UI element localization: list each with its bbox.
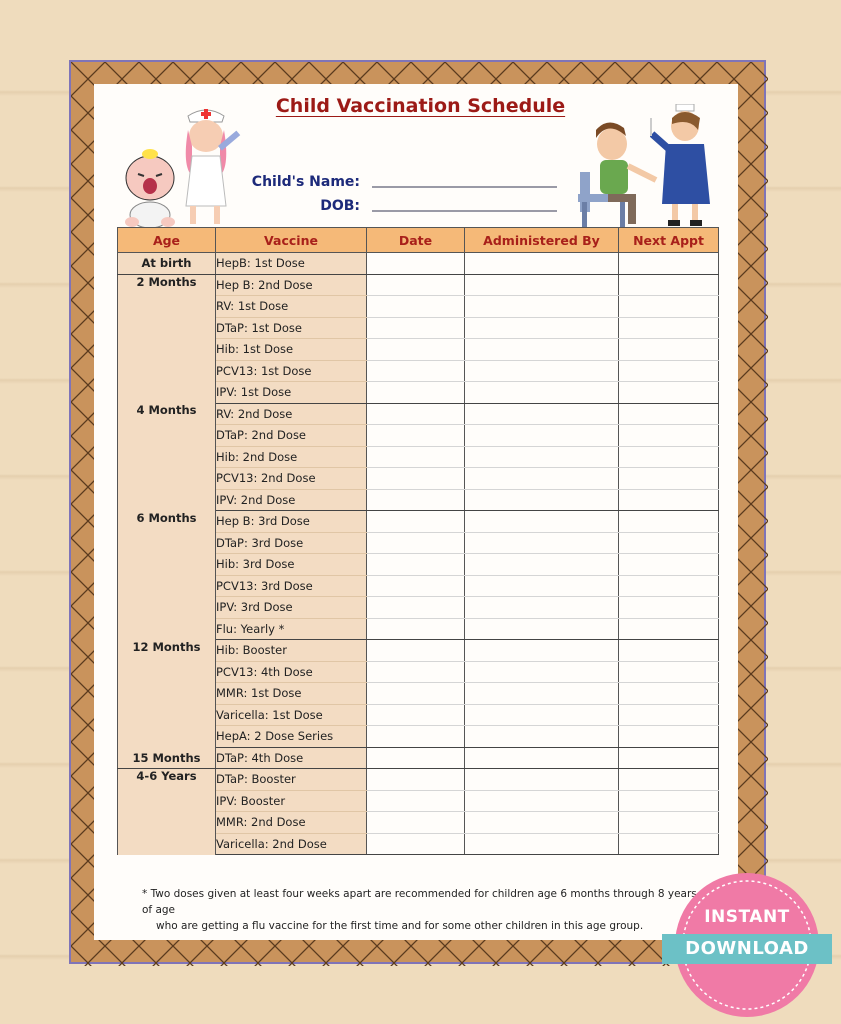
next-appt-cell[interactable] (619, 747, 719, 769)
next-appt-cell[interactable] (619, 790, 719, 812)
vaccine-cell: RV: 1st Dose (216, 296, 367, 318)
next-appt-cell[interactable] (619, 812, 719, 834)
next-appt-cell[interactable] (619, 597, 719, 619)
date-cell[interactable] (367, 253, 465, 275)
next-appt-cell[interactable] (619, 382, 719, 404)
table-row (118, 403, 719, 425)
header-age: Age (118, 228, 216, 253)
header-administered-by: Administered By (465, 228, 619, 253)
date-cell[interactable] (367, 640, 465, 662)
administered-by-cell[interactable] (465, 790, 619, 812)
vaccine-cell: Hib: 3rd Dose (216, 554, 367, 576)
vaccine-cell: Hep B: 2nd Dose (216, 274, 367, 296)
next-appt-cell[interactable] (619, 425, 719, 447)
date-cell[interactable] (367, 382, 465, 404)
administered-by-cell[interactable] (465, 274, 619, 296)
date-cell[interactable] (367, 575, 465, 597)
date-cell[interactable] (367, 446, 465, 468)
next-appt-cell[interactable] (619, 511, 719, 533)
date-cell[interactable] (367, 683, 465, 705)
vaccine-cell: Flu: Yearly * (216, 618, 367, 640)
vaccine-cell: IPV: 3rd Dose (216, 597, 367, 619)
administered-by-cell[interactable] (465, 554, 619, 576)
vaccine-cell: Varicella: 2nd Dose (216, 833, 367, 855)
vaccine-cell: IPV: 2nd Dose (216, 489, 367, 511)
age-cell: 2 Months (118, 274, 216, 403)
administered-by-cell[interactable] (465, 403, 619, 425)
date-cell[interactable] (367, 618, 465, 640)
administered-by-cell[interactable] (465, 640, 619, 662)
next-appt-cell[interactable] (619, 640, 719, 662)
header-date: Date (367, 228, 465, 253)
date-cell[interactable] (367, 597, 465, 619)
vaccination-table (117, 227, 719, 855)
administered-by-cell[interactable] (465, 575, 619, 597)
date-cell[interactable] (367, 403, 465, 425)
date-cell[interactable] (367, 769, 465, 791)
header-next-appt: Next Appt (619, 228, 719, 253)
next-appt-cell[interactable] (619, 339, 719, 361)
childs-name-label: Child's Name: (251, 174, 360, 190)
table-row (118, 769, 719, 791)
administered-by-cell[interactable] (465, 661, 619, 683)
date-cell[interactable] (367, 790, 465, 812)
next-appt-cell[interactable] (619, 833, 719, 855)
administered-by-cell[interactable] (465, 683, 619, 705)
table-body (118, 253, 719, 855)
next-appt-cell[interactable] (619, 661, 719, 683)
date-cell[interactable] (367, 511, 465, 533)
vaccine-cell: DTaP: 1st Dose (216, 317, 367, 339)
date-cell[interactable] (367, 554, 465, 576)
administered-by-cell[interactable] (465, 253, 619, 275)
age-cell: At birth (118, 253, 216, 275)
badge-instant-text: INSTANT (704, 907, 790, 927)
vaccine-cell: IPV: Booster (216, 790, 367, 812)
date-cell[interactable] (367, 339, 465, 361)
vaccine-cell: MMR: 1st Dose (216, 683, 367, 705)
age-cell: 4 Months (118, 403, 216, 511)
vaccine-cell: MMR: 2nd Dose (216, 812, 367, 834)
next-appt-cell[interactable] (619, 446, 719, 468)
next-appt-cell[interactable] (619, 554, 719, 576)
dob-label: DOB: (320, 198, 360, 214)
administered-by-cell[interactable] (465, 726, 619, 748)
date-cell[interactable] (367, 317, 465, 339)
administered-by-cell[interactable] (465, 833, 619, 855)
vaccine-cell: IPV: 1st Dose (216, 382, 367, 404)
header-vaccine: Vaccine (216, 228, 367, 253)
vaccine-cell: DTaP: 4th Dose (216, 747, 367, 769)
vaccine-cell: DTaP: 3rd Dose (216, 532, 367, 554)
next-appt-cell[interactable] (619, 317, 719, 339)
administered-by-cell[interactable] (465, 382, 619, 404)
administered-by-cell[interactable] (465, 532, 619, 554)
vaccine-cell: Varicella: 1st Dose (216, 704, 367, 726)
administered-by-cell[interactable] (465, 468, 619, 490)
age-cell: 6 Months (118, 511, 216, 640)
vaccine-cell: HepA: 2 Dose Series (216, 726, 367, 748)
badge-download-ribbon[interactable]: DOWNLOAD (662, 934, 832, 964)
vaccine-cell: PCV13: 3rd Dose (216, 575, 367, 597)
vaccine-cell: PCV13: 1st Dose (216, 360, 367, 382)
date-cell[interactable] (367, 812, 465, 834)
next-appt-cell[interactable] (619, 253, 719, 275)
date-cell[interactable] (367, 489, 465, 511)
table-row (118, 747, 719, 769)
vaccine-cell: Hep B: 3rd Dose (216, 511, 367, 533)
administered-by-cell[interactable] (465, 425, 619, 447)
flu-footnote (142, 886, 702, 934)
next-appt-cell[interactable] (619, 468, 719, 490)
next-appt-cell[interactable] (619, 296, 719, 318)
administered-by-cell[interactable] (465, 618, 619, 640)
table-row (118, 511, 719, 533)
date-cell[interactable] (367, 425, 465, 447)
date-cell[interactable] (367, 747, 465, 769)
next-appt-cell[interactable] (619, 360, 719, 382)
table-header-row (118, 228, 719, 253)
administered-by-cell[interactable] (465, 489, 619, 511)
administered-by-cell[interactable] (465, 317, 619, 339)
next-appt-cell[interactable] (619, 769, 719, 791)
age-cell: 12 Months (118, 640, 216, 748)
date-cell[interactable] (367, 704, 465, 726)
administered-by-cell[interactable] (465, 360, 619, 382)
nurse-with-injection-illustration (650, 104, 720, 228)
date-cell[interactable] (367, 360, 465, 382)
table-row (118, 274, 719, 296)
next-appt-cell[interactable] (619, 704, 719, 726)
next-appt-cell[interactable] (619, 532, 719, 554)
administered-by-cell[interactable] (465, 704, 619, 726)
next-appt-cell[interactable] (619, 618, 719, 640)
date-cell[interactable] (367, 468, 465, 490)
vaccine-cell: PCV13: 2nd Dose (216, 468, 367, 490)
date-cell[interactable] (367, 661, 465, 683)
table-row (118, 253, 719, 275)
page-title: Child Vaccination Schedule (275, 95, 566, 117)
age-cell: 4-6 Years (118, 769, 216, 855)
administered-by-cell[interactable] (465, 511, 619, 533)
vaccine-cell: Hib: Booster (216, 640, 367, 662)
date-cell[interactable] (367, 296, 465, 318)
table-row (118, 640, 719, 662)
vaccine-cell: HepB: 1st Dose (216, 253, 367, 275)
vaccine-cell: Hib: 2nd Dose (216, 446, 367, 468)
vaccine-cell: PCV13: 4th Dose (216, 661, 367, 683)
administered-by-cell[interactable] (465, 597, 619, 619)
age-cell: 15 Months (118, 747, 216, 769)
next-appt-cell[interactable] (619, 489, 719, 511)
administered-by-cell[interactable] (465, 446, 619, 468)
boy-on-chair-illustration (578, 122, 660, 234)
childs-name-line[interactable] (372, 186, 557, 188)
dob-line[interactable] (372, 210, 557, 212)
administered-by-cell[interactable] (465, 812, 619, 834)
vaccine-cell: Hib: 1st Dose (216, 339, 367, 361)
next-appt-cell[interactable] (619, 683, 719, 705)
vaccine-cell: DTaP: 2nd Dose (216, 425, 367, 447)
date-cell[interactable] (367, 532, 465, 554)
date-cell[interactable] (367, 833, 465, 855)
vaccine-cell: DTaP: Booster (216, 769, 367, 791)
administered-by-cell[interactable] (465, 747, 619, 769)
administered-by-cell[interactable] (465, 296, 619, 318)
next-appt-cell[interactable] (619, 403, 719, 425)
administered-by-cell[interactable] (465, 339, 619, 361)
footnote-line-2: who are getting a flu vaccine for the first time and for some other children in this age group. (156, 920, 644, 932)
next-appt-cell[interactable] (619, 726, 719, 748)
administered-by-cell[interactable] (465, 769, 619, 791)
footnote-line-1: * Two doses given at least four weeks apart are recommended for children age 6 months through 8 years of age (142, 888, 697, 916)
date-cell[interactable] (367, 274, 465, 296)
next-appt-cell[interactable] (619, 274, 719, 296)
vaccine-cell: RV: 2nd Dose (216, 403, 367, 425)
next-appt-cell[interactable] (619, 575, 719, 597)
date-cell[interactable] (367, 726, 465, 748)
